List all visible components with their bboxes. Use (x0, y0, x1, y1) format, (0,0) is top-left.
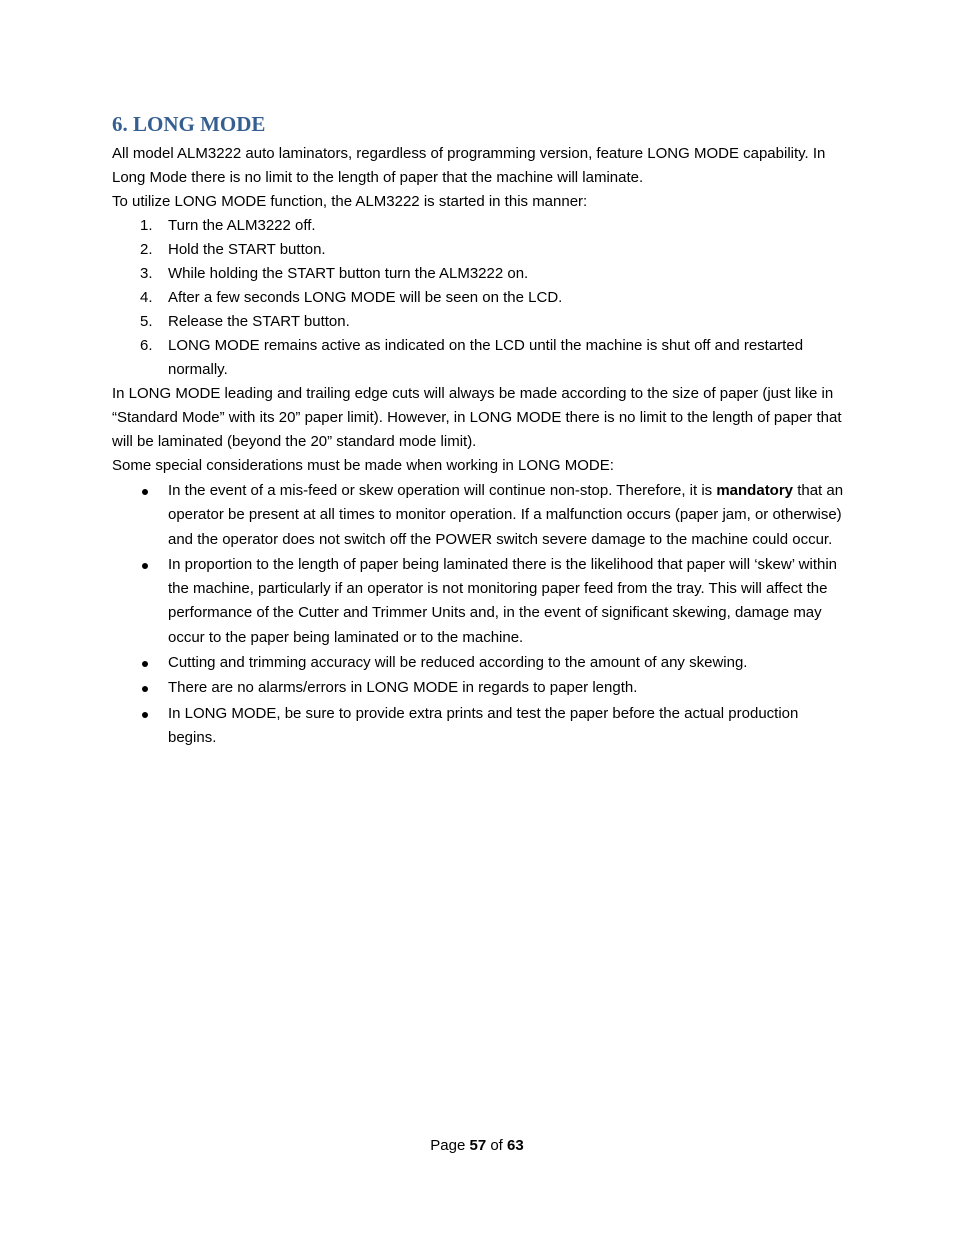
bullet-text-bold: mandatory (716, 482, 794, 499)
startup-steps-list (112, 214, 847, 382)
step-number: 2. (140, 241, 153, 258)
step-number: 1. (140, 217, 153, 234)
bullet-text: There are no alarms/errors in LONG MODE in regards to paper length. (168, 679, 638, 697)
section-heading: 6. LONG MODE (112, 112, 266, 136)
of-label: of (486, 1137, 508, 1154)
step-text: While holding the START button turn the ALM3222 on. (168, 265, 529, 282)
bullet-text: In LONG MODE, be sure to provide extra prints and test the paper before the actual production begins. (168, 704, 799, 746)
list-item (112, 479, 847, 552)
step-text: After a few seconds LONG MODE will be seen on the LCD. (168, 289, 563, 306)
bullet-text: In proportion to the length of paper being laminated there is the likelihood that paper will ‘skew’ within the machine, particularly if an operator is not monitoring paper feed from the tray. This will affect the performance of the Cutter and Trimmer Units and, in the event of significant skewing, damage may occur to the paper being laminated or to the machine. (168, 555, 838, 646)
bullet-icon (142, 686, 148, 692)
step-item (112, 310, 847, 334)
step-text: Release the START button. (168, 313, 350, 330)
step-text: Turn the ALM3222 off. (168, 217, 316, 234)
list-item (112, 702, 847, 751)
step-item (112, 214, 847, 238)
step-number: 4. (140, 289, 153, 306)
page-total: 63 (507, 1137, 524, 1154)
step-number: 5. (140, 313, 153, 330)
step-item (112, 334, 847, 382)
cuts-paragraph: In LONG MODE leading and trailing edge cuts will always be made according to the size of paper (just like in “Standard Mode” with its 20” paper limit). However, in LONG MODE there is no limit to the length of paper that will be laminated (beyond the 20” standard mode limit). (112, 385, 842, 450)
list-item (112, 676, 847, 700)
step-item (112, 262, 847, 286)
bullet-icon (142, 563, 148, 569)
considerations-intro: Some special considerations must be made when working in LONG MODE: (112, 457, 614, 474)
bullet-icon (142, 661, 148, 667)
step-text: Hold the START button. (168, 241, 326, 258)
page-footer (0, 1134, 954, 1158)
step-number: 3. (140, 265, 153, 282)
utilize-paragraph: To utilize LONG MODE function, the ALM3222 is started in this manner: (112, 193, 588, 210)
document-body (112, 110, 847, 751)
intro-paragraph: All model ALM3222 auto laminators, regardless of programming version, feature LONG MODE capability. In Long Mode there is no limit to the length of paper that the machine will laminate. (112, 145, 826, 186)
step-text: LONG MODE remains active as indicated on the LCD until the machine is shut off and restarted normally. (168, 337, 804, 378)
bullet-text-pre: In the event of a mis-feed or skew operation will continue non-stop. Therefore, it is (168, 482, 717, 499)
bullet-icon (142, 712, 148, 718)
considerations-list (112, 479, 847, 750)
bullet-icon (142, 489, 148, 495)
list-item (112, 553, 847, 650)
page-current: 57 (469, 1137, 487, 1154)
page-label: Page (430, 1137, 470, 1154)
list-item (112, 651, 847, 675)
bullet-text-post: that an operator be present at all times to monitor operation. If a malfunction occurs (paper jam, or otherwise) and the operator does not switch off the POWER switch severe damage to the machine could occur. (168, 482, 844, 548)
step-item (112, 238, 847, 262)
bullet-text: Cutting and trimming accuracy will be reduced according to the amount of any skewing. (168, 654, 748, 672)
step-number: 6. (140, 337, 153, 354)
step-item (112, 286, 847, 310)
